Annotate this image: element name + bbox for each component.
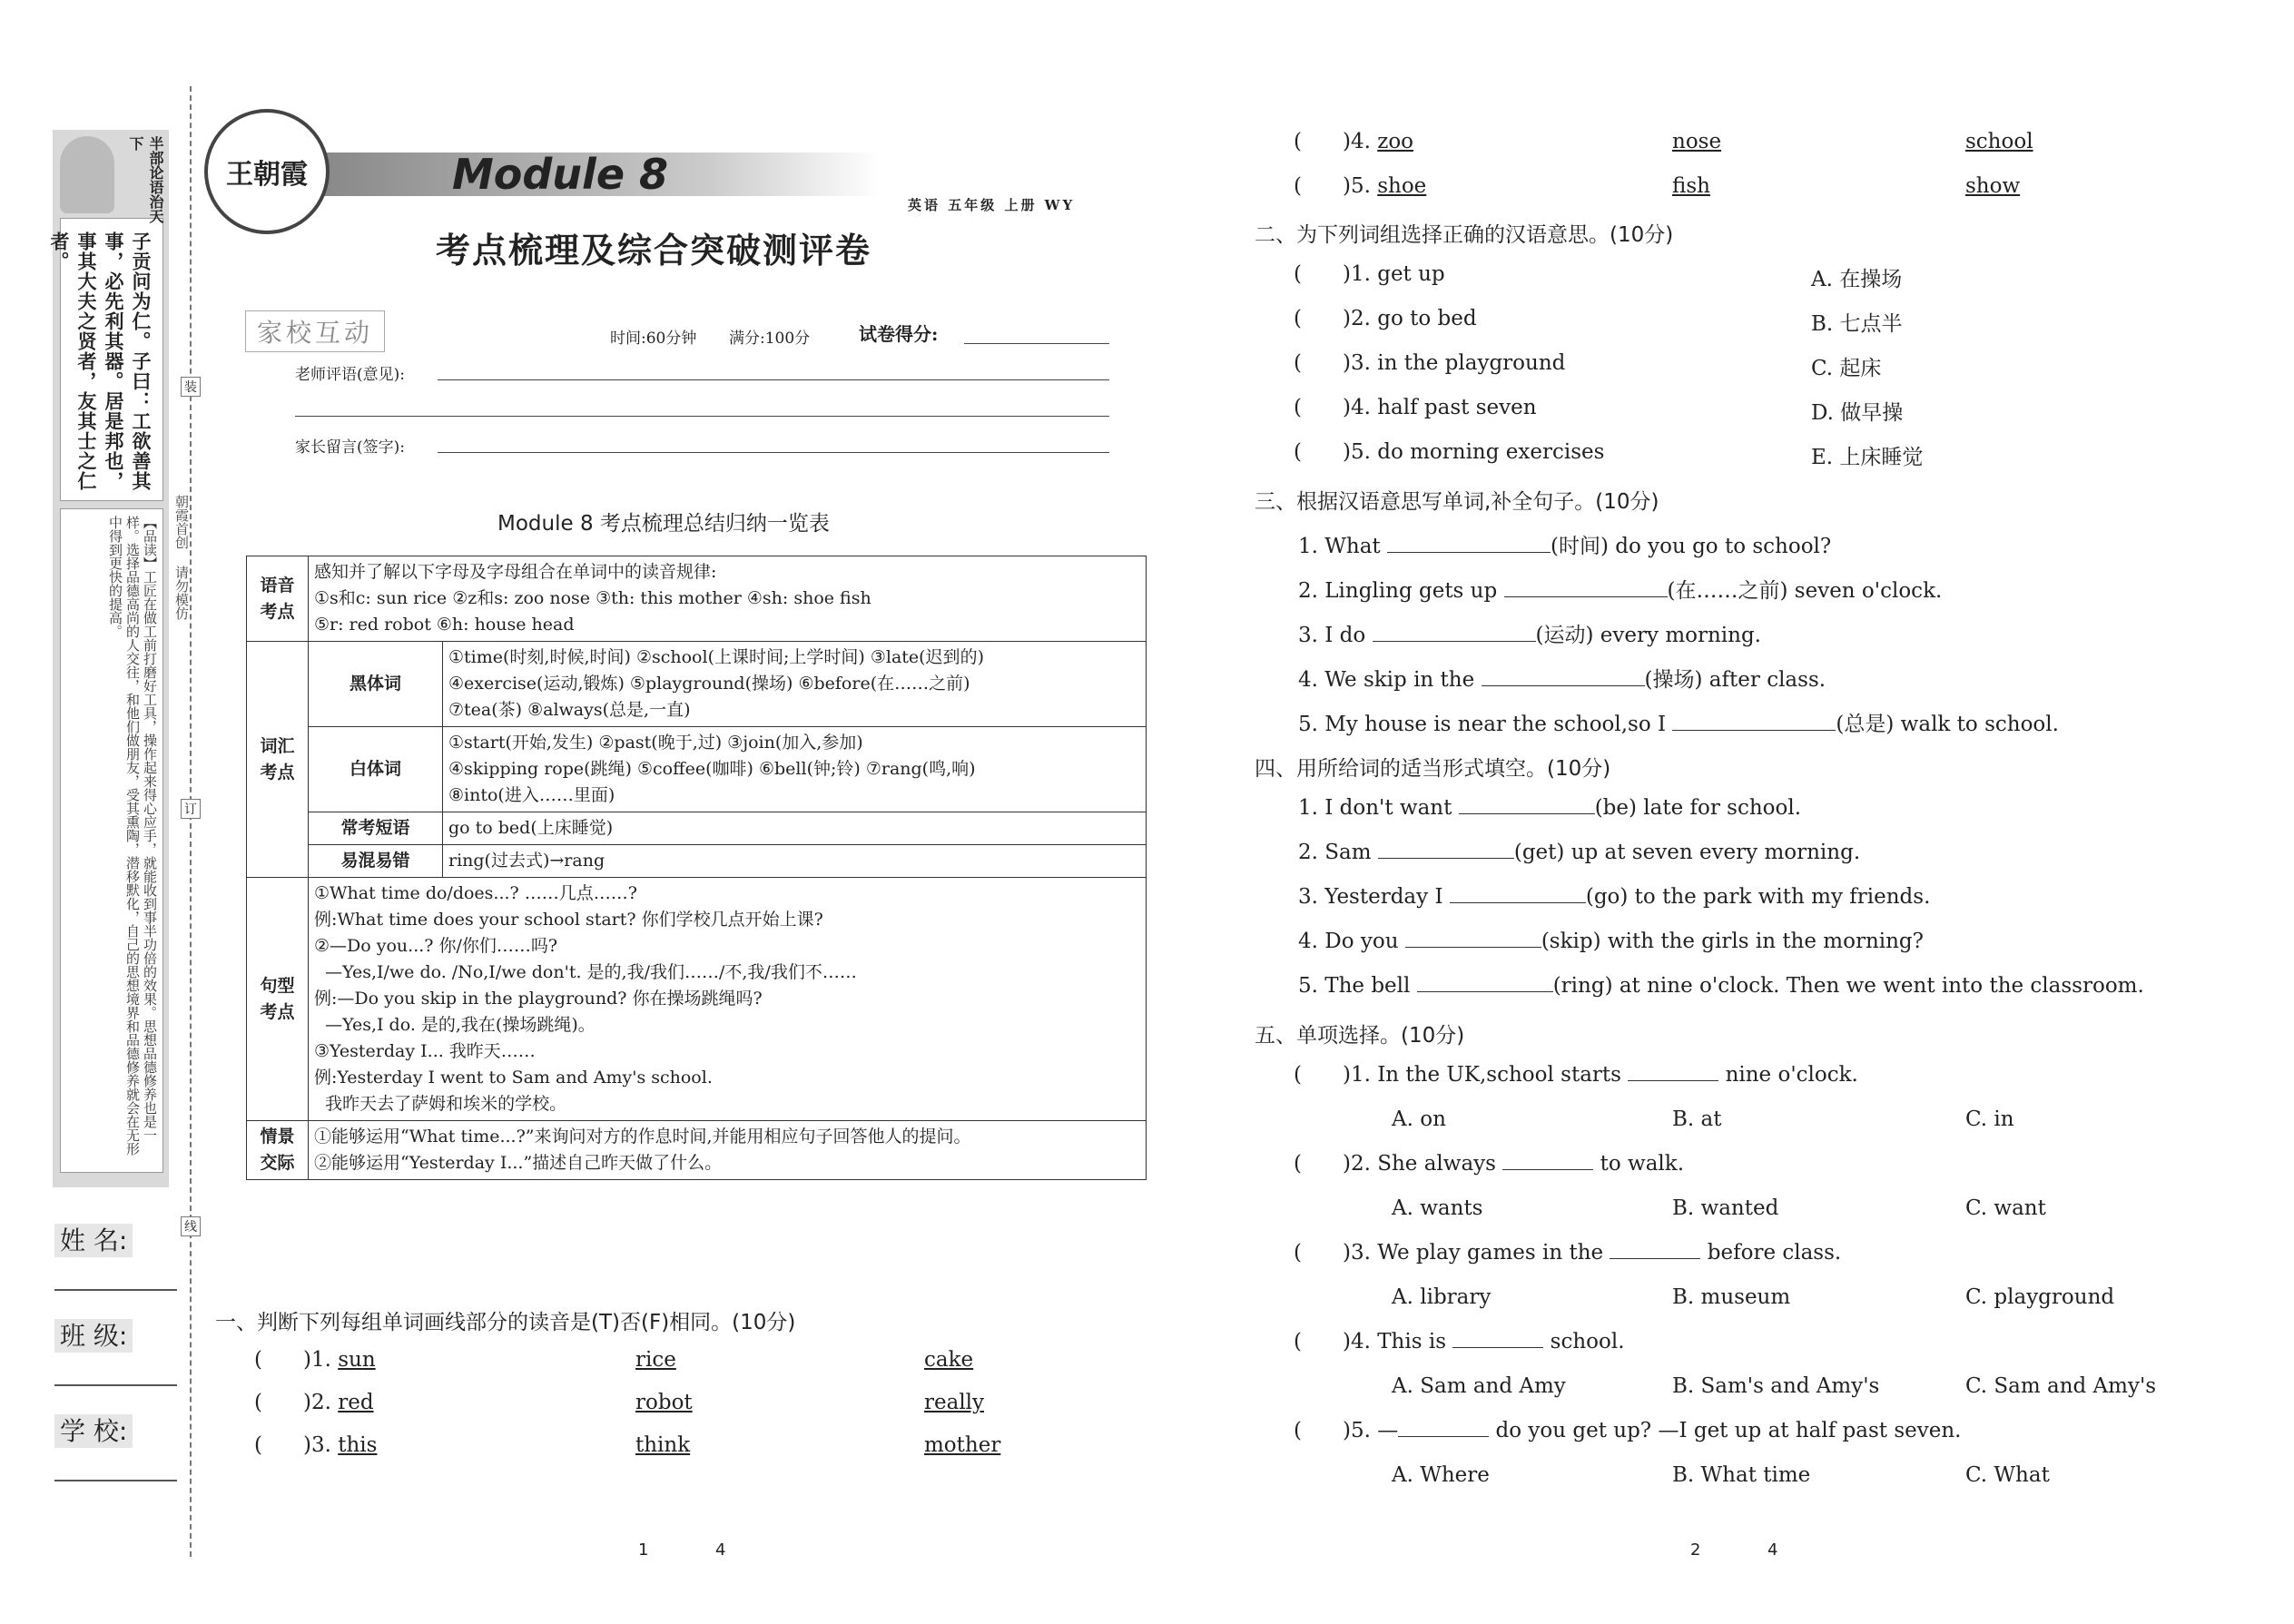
sentence-end: (be) late for school. (1594, 796, 1802, 820)
grade-label: 英语 五年级 上册 WY (908, 197, 1076, 213)
paren: ( (254, 1348, 262, 1372)
confuse-content: ring(过去式)→rang (443, 845, 1147, 878)
s5-q5-option-c[interactable]: C. What (1965, 1463, 2050, 1487)
phrase-label: 常考短语 (309, 812, 443, 845)
logo-text: 王朝霞 (226, 159, 308, 191)
s5-q4-option-b[interactable]: B. Sam's and Amy's (1672, 1374, 1880, 1398)
school-line (54, 1480, 177, 1481)
word: mother (924, 1433, 1001, 1457)
s2-row-2 (1294, 307, 1477, 330)
reading-note: 【品读】工匠在做工前打磨好工具，操作起来得心应手，就能收到事半功倍的效果。思想品德修养也是一样。选择品德高尚的人交往，和他们做朋友，受其熏陶，潜移默化，自己的思想境界和品德修养就会在无形中得到更快的提高。 (107, 516, 158, 1156)
sentence-category: 句型考点 (247, 878, 309, 1121)
page-total-left: 4 (715, 1540, 726, 1560)
page-number-right: 2 (1690, 1540, 1701, 1560)
q-number: )5. (1342, 174, 1371, 198)
s5-q2-option-c[interactable]: C. want (1965, 1196, 2046, 1220)
s5-q4-option-a[interactable]: A. Sam and Amy (1392, 1374, 1566, 1398)
sentence-end: (skip) with the girls in the morning? (1541, 930, 1924, 953)
q-number: )3. (1342, 1241, 1371, 1265)
s1-word-3 (1965, 130, 2033, 153)
s1-word-3 (924, 1391, 984, 1414)
s3-item-5 (1298, 707, 2059, 737)
sentence-end: (总是) walk to school. (1836, 713, 2059, 736)
parent-comment-field[interactable] (438, 452, 1109, 453)
word: cake (924, 1348, 974, 1372)
sentence-end: (go) to the park with my friends. (1585, 885, 1931, 909)
page-total-right: 4 (1767, 1540, 1778, 1560)
s4-item-5 (1298, 974, 2144, 998)
sentence-end: (运动) every morning. (1535, 624, 1761, 647)
paren: ( (1294, 440, 1302, 464)
communication-content (309, 1121, 1147, 1180)
question-text: We play games in the (1377, 1241, 1604, 1265)
plain-words-line: ⑧into(进入……里面) (448, 785, 615, 805)
section5-heading: 五、单项选择。(10分) (1255, 1024, 1465, 1048)
copyright-note: 朝霞首创 请勿模仿 (173, 495, 190, 620)
word: shoe (1377, 174, 1427, 198)
cut-mark-xian: 线 (181, 1216, 201, 1236)
s5-q3-option-b[interactable]: B. museum (1672, 1285, 1791, 1309)
q-number: )4. (1342, 1330, 1371, 1353)
cut-mark-zhuang: 装 (181, 377, 201, 397)
q-number: )1. (1342, 262, 1371, 286)
class-line (54, 1384, 177, 1386)
module-title: Module 8 (452, 150, 669, 199)
s4-item-4 (1298, 930, 1924, 953)
s2-option-c: C. 起床 (1811, 357, 1882, 380)
section2-heading: 二、为下列词组选择正确的汉语意思。(10分) (1255, 223, 1674, 247)
phrase: do morning exercises (1377, 440, 1605, 464)
question-text: In the UK,school starts (1377, 1063, 1621, 1087)
s1-row-5 (1294, 174, 1426, 198)
page-number-left: 1 (638, 1540, 649, 1560)
communication-line: ②能够运用“Yesterday I...”描述自己昨天做了什么。 (314, 1153, 723, 1173)
teacher-comment-label: 老师评语(意见): (295, 366, 405, 384)
class-field[interactable] (54, 1316, 133, 1353)
s1-row-3 (254, 1433, 377, 1457)
s1-word-2 (1672, 174, 1710, 198)
question-text-end: before class. (1707, 1241, 1842, 1265)
sentence-start: 4. We skip in the (1298, 668, 1475, 692)
sentence-start: 3. Yesterday I (1298, 885, 1443, 909)
word: think (635, 1433, 691, 1457)
paren: ( (1294, 396, 1302, 419)
teacher-comment-line-2[interactable] (295, 416, 1109, 417)
q-number: )3. (1342, 351, 1371, 375)
s5-q1-option-a[interactable]: A. on (1392, 1107, 1446, 1131)
page-title: 考点梳理及综合突破测评卷 (436, 230, 872, 271)
s1-word-3 (924, 1433, 1000, 1457)
word: robot (635, 1391, 693, 1414)
phonetics-category: 语音考点 (247, 556, 309, 642)
s1-word-2 (1672, 130, 1721, 153)
s1-row-2 (254, 1391, 374, 1414)
s5-q3-option-c[interactable]: C. playground (1965, 1285, 2115, 1309)
answer-blank[interactable] (1672, 730, 1836, 731)
name-label: 姓 名: (54, 1224, 133, 1257)
school-label: 学 校: (54, 1414, 133, 1448)
q-number: )2. (1342, 307, 1371, 330)
paren: ( (254, 1433, 262, 1457)
plain-words-label: 白体词 (309, 727, 443, 812)
s1-word-2 (635, 1348, 676, 1372)
plain-words-line: ①start(开始,发生) ②past(晚于,过) ③join(加入,参加) (448, 733, 863, 753)
sentence-line: 我昨天去了萨姆和埃米的学校。 (314, 1094, 567, 1114)
sentence-end: (时间) do you go to school? (1550, 535, 1832, 558)
sentence-row (247, 878, 1147, 1121)
bold-words-line: ④exercise(运动,锻炼) ⑤playground(操场) ⑥before(在……之前) (448, 674, 970, 694)
school-field[interactable] (54, 1412, 133, 1448)
answer-blank[interactable] (1417, 991, 1553, 992)
s3-item-1 (1298, 529, 1831, 559)
s5-q1-option-c[interactable]: C. in (1965, 1107, 2014, 1131)
binding-cut-line (190, 86, 192, 1557)
sentence-line: ②—Do you...? 你/你们……吗? (314, 936, 558, 956)
s5-question-3 (1294, 1241, 1841, 1265)
s5-q4-option-c[interactable]: C. Sam and Amy's (1965, 1374, 2157, 1398)
question-text-end: to walk. (1600, 1152, 1685, 1176)
paren: ( (1294, 1063, 1302, 1087)
s1-word-2 (635, 1391, 693, 1414)
phrase: get up (1377, 262, 1445, 286)
question-text: She always (1377, 1152, 1496, 1176)
sentence-start: 3. I do (1298, 624, 1366, 647)
word: really (924, 1391, 985, 1414)
paren: ( (1294, 351, 1302, 375)
bold-words-row (247, 642, 1147, 727)
bold-words-label: 黑体词 (309, 642, 443, 727)
phonetics-line: 感知并了解以下字母及字母组合在单词中的读音规律: (314, 562, 717, 582)
s2-row-1 (1294, 262, 1445, 286)
home-school-banner: 家校互动 (245, 310, 385, 352)
word: this (338, 1433, 378, 1457)
brand-logo (204, 109, 330, 234)
word: fish (1672, 174, 1710, 198)
q-number: )1. (302, 1348, 331, 1372)
q-number: )2. (1342, 1152, 1371, 1176)
s2-row-3 (1294, 351, 1565, 375)
s4-item-3 (1298, 885, 1930, 909)
communication-line: ①能够运用“What time...?”来询问对方的作息时间,并能用相应句子回答他人的提问。 (314, 1127, 971, 1147)
paren: ( (254, 1391, 262, 1414)
paren: ( (1294, 262, 1302, 286)
s5-q5-option-a[interactable]: A. Where (1392, 1463, 1490, 1487)
q-number: )4. (1342, 130, 1371, 153)
answer-blank[interactable] (1628, 1080, 1718, 1081)
s5-q1-option-b[interactable]: B. at (1672, 1107, 1722, 1131)
s3-item-2 (1298, 574, 1942, 604)
sentence-line: 例:What time does your school start? 你们学校几点开始上课? (314, 910, 823, 930)
sentence-end: (操场) after class. (1644, 668, 1826, 692)
q-number: )3. (302, 1433, 331, 1457)
plain-words-line: ④skipping rope(跳绳) ⑤coffee(咖啡) ⑥bell(钟;铃) ⑦rang(鸣,响) (448, 759, 976, 779)
phrase: half past seven (1377, 396, 1537, 419)
answer-blank[interactable] (1452, 1347, 1543, 1348)
answer-blank[interactable] (1482, 685, 1645, 686)
s1-row-1 (254, 1348, 376, 1372)
communication-category: 情景交际 (247, 1121, 309, 1180)
phrase: go to bed (1377, 307, 1477, 330)
time-label: 时间:60分钟 (610, 330, 697, 348)
s1-word-2 (635, 1433, 690, 1457)
name-field[interactable] (54, 1221, 133, 1257)
s1-word-3 (1965, 174, 2020, 198)
plain-words-content (443, 727, 1147, 812)
vocab-category: 词汇考点 (247, 642, 309, 878)
teacher-comment-field[interactable] (438, 379, 1109, 380)
scholar-icon (60, 136, 114, 213)
answer-blank[interactable] (1450, 902, 1586, 903)
paren: ( (1294, 174, 1302, 198)
bold-words-line: ⑦tea(茶) ⑧always(总是,一直) (448, 700, 691, 720)
s4-item-2 (1298, 841, 1860, 864)
q-number: )5. (1342, 440, 1371, 464)
answer-blank[interactable] (1373, 641, 1536, 642)
sentence-start: 1. What (1298, 535, 1381, 558)
bold-words-content (443, 642, 1147, 727)
s5-question-5 (1294, 1419, 1961, 1442)
sentence-start: 5. The bell (1298, 974, 1411, 998)
communication-row (247, 1121, 1147, 1180)
word: rice (635, 1348, 676, 1372)
s2-row-4 (1294, 396, 1537, 419)
word: nose (1672, 130, 1722, 153)
paren: ( (1294, 1152, 1302, 1176)
paren: ( (1294, 1241, 1302, 1265)
sentence-line: 例:Yesterday I went to Sam and Amy's school. (314, 1068, 713, 1088)
answer-blank[interactable] (1610, 1258, 1700, 1259)
phonetics-line: ①s和c: sun rice ②z和s: zoo nose ③th: this mother ④sh: shoe fish (314, 588, 871, 608)
s2-option-e: E. 上床睡觉 (1811, 446, 1924, 469)
section4-heading: 四、用所给词的适当形式填空。(10分) (1255, 757, 1611, 781)
phonetics-row (247, 556, 1147, 642)
sentence-end: (ring) at nine o'clock. Then we went into the classroom. (1552, 974, 2144, 998)
sentence-line: —Yes,I do. 是的,我在(操场跳绳)。 (314, 1015, 596, 1035)
s2-row-5 (1294, 440, 1604, 464)
s5-question-1 (1294, 1063, 1858, 1087)
series-title: 半部论语治天下 (127, 136, 164, 223)
s2-option-b: B. 七点半 (1811, 312, 1903, 336)
s1-row-4 (1294, 130, 1413, 153)
q-number: )4. (1342, 396, 1371, 419)
answer-blank[interactable] (1378, 858, 1514, 859)
paren: ( (1294, 130, 1302, 153)
answer-blank[interactable] (1398, 1436, 1489, 1437)
word: school (1965, 130, 2033, 153)
sentence-start: 4. Do you (1298, 930, 1399, 953)
section3-heading: 三、根据汉语意思写单词,补全句子。(10分) (1255, 490, 1659, 514)
sentence-line: ③Yesterday I... 我昨天…… (314, 1041, 536, 1061)
plain-words-row (247, 727, 1147, 812)
sentence-line: 例:—Do you skip in the playground? 你在操场跳绳吗? (314, 989, 763, 1009)
phrase: in the playground (1377, 351, 1566, 375)
class-label: 班 级: (54, 1319, 133, 1353)
name-line (54, 1289, 177, 1291)
sentence-end: (get) up at seven every morning. (1513, 841, 1861, 864)
summary-table (246, 556, 1147, 1180)
paren: ( (1294, 1419, 1302, 1442)
s4-item-1 (1298, 796, 1801, 820)
sentence-start: 2. Lingling gets up (1298, 579, 1498, 603)
s3-item-3 (1298, 618, 1761, 648)
confuse-row (247, 845, 1147, 878)
s5-q2-option-b[interactable]: B. wanted (1672, 1196, 1779, 1220)
paren: ( (1294, 1330, 1302, 1353)
answer-blank[interactable] (1504, 596, 1668, 597)
summary-table-title: Module 8 考点梳理总结归纳一览表 (497, 512, 830, 536)
phonetics-line: ⑤r: red robot ⑥h: house head (314, 615, 575, 635)
answer-blank[interactable] (1502, 1169, 1593, 1170)
answer-blank[interactable] (1387, 552, 1551, 553)
sentence-line: ①What time do/does...? ……几点……? (314, 883, 637, 903)
score-field[interactable] (964, 343, 1109, 344)
s5-q2-option-a[interactable]: A. wants (1392, 1196, 1483, 1220)
sentence-line: —Yes,I/we do. /No,I/we don't. 是的,我/我们……/不,我/我们不…… (314, 962, 857, 982)
s2-option-a: A. 在操场 (1811, 268, 1903, 291)
s5-question-2 (1294, 1152, 1684, 1176)
full-score-label: 满分:100分 (729, 330, 811, 348)
question-text: This is (1377, 1330, 1447, 1353)
question-text-end: do you get up? —I get up at half past seven. (1495, 1419, 1962, 1442)
section1-heading: 一、判断下列每组单词画线部分的读音是(T)否(F)相同。(10分) (215, 1311, 796, 1334)
sentence-start: 5. My house is near the school,so I (1298, 713, 1667, 736)
s2-option-d: D. 做早操 (1811, 401, 1904, 425)
s1-word-3 (924, 1348, 973, 1372)
sentence-end: (在……之前) seven o'clock. (1667, 579, 1943, 603)
answer-blank[interactable] (1405, 947, 1541, 948)
sentence-start: 2. Sam (1298, 841, 1372, 864)
answer-blank[interactable] (1459, 813, 1595, 814)
q-number: )1. (1342, 1063, 1371, 1087)
phrase-row (247, 812, 1147, 845)
s3-item-4 (1298, 663, 1826, 693)
sentence-content (309, 878, 1147, 1121)
q-number: )5. (1342, 1419, 1371, 1442)
q-number: )2. (302, 1391, 331, 1414)
word: zoo (1377, 130, 1414, 153)
paren: ( (1294, 307, 1302, 330)
question-text-end: nine o'clock. (1725, 1063, 1858, 1087)
cut-mark-ding: 订 (181, 799, 201, 819)
question-text: — (1377, 1419, 1399, 1442)
score-label: 试卷得分: (859, 323, 939, 345)
word: sun (338, 1348, 376, 1372)
word: red (338, 1391, 374, 1414)
word: show (1965, 174, 2021, 198)
parent-comment-label: 家长留言(签字): (295, 438, 405, 457)
bold-words-line: ①time(时刻,时候,时间) ②school(上课时间;上学时间) ③late(迟到的) (448, 647, 984, 667)
classic-quote: 子贡问为仁。子曰：工欲善其事，必先利其器。居是邦也，事其大夫之贤者，友其士之仁者。 (48, 231, 153, 491)
phrase-content: go to bed(上床睡觉) (443, 812, 1147, 845)
s5-question-4 (1294, 1330, 1625, 1353)
question-text-end: school. (1550, 1330, 1625, 1353)
s5-q5-option-b[interactable]: B. What time (1672, 1463, 1811, 1487)
confuse-label: 易混易错 (309, 845, 443, 878)
sentence-start: 1. I don't want (1298, 796, 1452, 820)
s5-q3-option-a[interactable]: A. library (1392, 1285, 1492, 1309)
phonetics-content (309, 556, 1147, 642)
